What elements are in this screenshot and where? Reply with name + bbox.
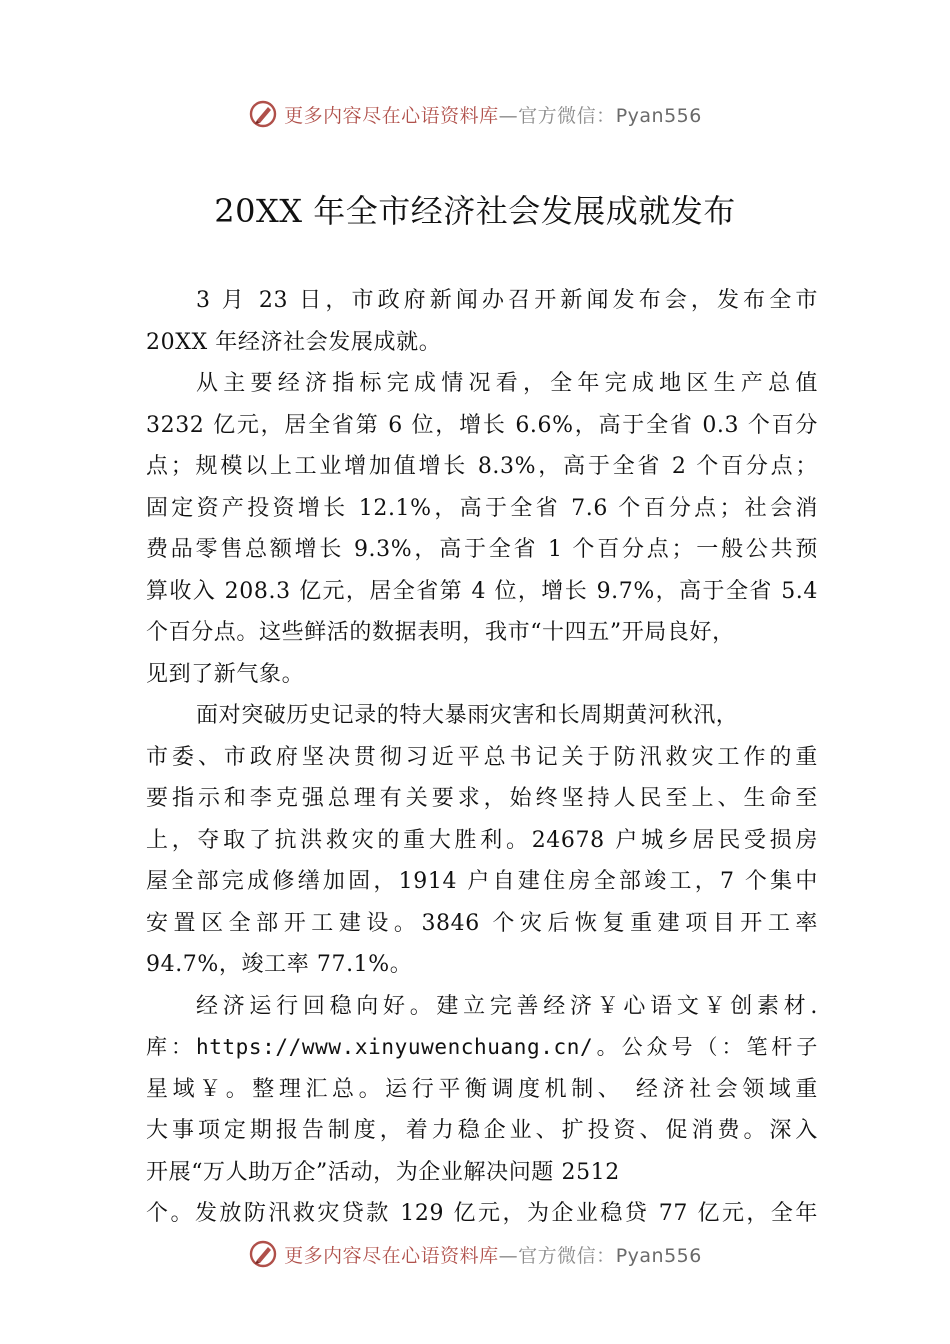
text-line: 上，夺取了抗洪救灾的重大胜利。24678 户城乡居民受损房	[146, 827, 818, 853]
text-line: 经济运行回稳向好。建立完善经济￥心语文￥创素材.	[196, 993, 818, 1019]
watermark-text: 更多内容尽在心语资料库—官方微信：Pyan556	[284, 104, 702, 127]
text-line: 3232 亿元，居全省第 6 位，增长 6.6%，高于全省 0.3 个百分	[146, 412, 818, 438]
footer-watermark	[0, 1236, 950, 1272]
text-line: 固定资产投资增长 12.1%，高于全省 7.6 个百分点；社会消	[146, 495, 818, 521]
text-line: 面对突破历史记录的特大暴雨灾害和长周期黄河秋汛，	[196, 703, 739, 728]
text-line: 屋全部完成修缮加固，1914 户自建住房全部竣工，7 个集中	[146, 869, 818, 894]
text-line: 库：https://www.xinyuwenchuang.cn/。公众号（：笔杆子	[146, 1035, 818, 1059]
text-line: 从主要经济指标完成情况看，全年完成地区生产总值	[196, 371, 818, 396]
paragraph-2	[146, 363, 818, 695]
text-line: 20XX 年经济社会发展成就。	[146, 329, 442, 355]
page-title: 20XX 年全市经济社会发展成就发布	[214, 192, 736, 230]
pen-logo-icon	[248, 1239, 278, 1269]
paragraph-1	[146, 280, 818, 363]
text-line: 算收入 208.3 亿元，居全省第 4 位，增长 9.7%，高于全省 5.4	[146, 578, 818, 604]
text-line: 3 月 23 日，市政府新闻办召开新闻发布会，发布全市	[196, 288, 818, 313]
header-watermark	[0, 96, 950, 132]
text-line: 94.7%，竣工率 77.1%。	[146, 952, 413, 977]
text-line: 点；规模以上工业增加值增长 8.3%，高于全省 2 个百分点；	[146, 454, 818, 479]
paragraph-3	[146, 695, 818, 986]
text-line: 个百分点。这些鲜活的数据表明，我市“十四五”开局良好，	[146, 620, 735, 645]
text-line: 见到了新气象。	[146, 661, 305, 687]
text-line: 大事项定期报告制度，着力稳企业、扩投资、促消费。深入	[146, 1118, 818, 1143]
text-line: 费品零售总额增长 9.3%，高于全省 1 个百分点；一般公共预	[146, 537, 818, 562]
text-line: 要指示和李克强总理有关要求，始终坚持人民至上、生命至	[146, 786, 818, 811]
document-body	[146, 280, 818, 1235]
text-line: 星域￥。整理汇总。运行平衡调度机制、 经济社会领域重	[146, 1076, 818, 1102]
text-line: 市委、市政府坚决贯彻习近平总书记关于防汛救灾工作的重	[146, 744, 818, 770]
text-line: 安置区全部开工建设。3846 个灾后恢复重建项目开工率	[146, 910, 818, 936]
text-line: 个。发放防汛救灾贷款 129 亿元，为企业稳贷 77 亿元，全年	[146, 1201, 818, 1226]
pen-logo-icon	[248, 99, 278, 129]
text-line: 开展“万人助万企”活动，为企业解决问题 2512	[146, 1159, 620, 1185]
paragraph-4	[146, 986, 818, 1235]
watermark-text: 更多内容尽在心语资料库—官方微信：Pyan556	[284, 1244, 702, 1267]
